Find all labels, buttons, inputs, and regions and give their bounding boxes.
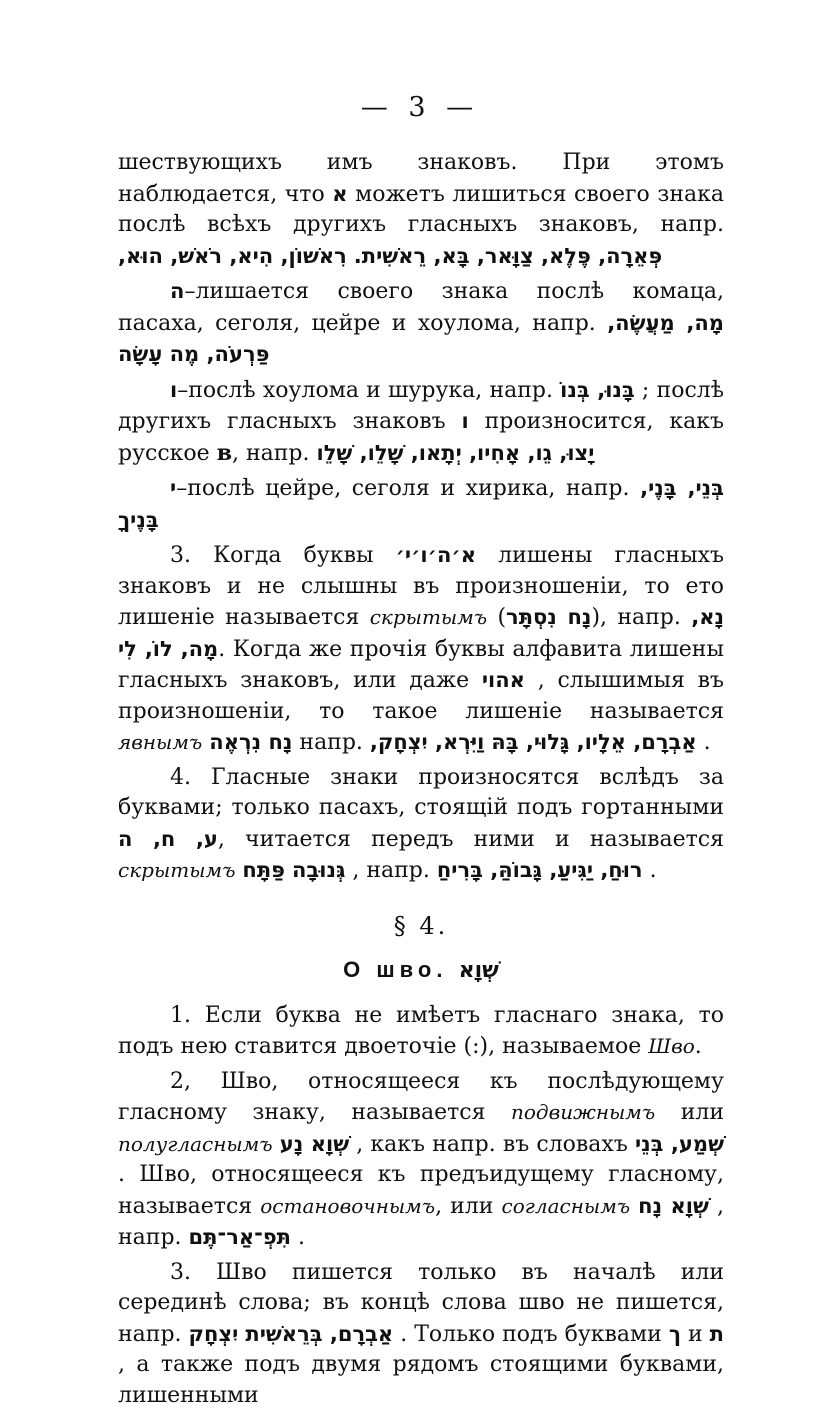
term-mobile: подвижнымъ [511, 1100, 655, 1124]
hebrew-letter: י [170, 476, 176, 500]
section-title-hebrew: שְׁוָא [459, 958, 499, 983]
term-half-vowel: полугласнымъ [118, 1132, 273, 1156]
paragraph-continuation [118, 148, 724, 272]
text [285, 858, 292, 883]
text: , напр. [345, 858, 437, 883]
hebrew-example: בְּנֵי, בָּנֶי, בָּנֶיךָ [118, 476, 724, 532]
term-explicit: явнымъ [118, 730, 202, 754]
hebrew-example: רוּחַ, יַגִּיעַ, גָּבוֹהַּ, בָּרִיחַ [437, 858, 643, 882]
hebrew-example: יָצוּ, גֵו, אָחִיו, יְתָאו, שָׁלֵו, שָׁלֵו [316, 441, 594, 465]
hebrew-example: אַבְרָם, אֵלָיו, גָּלוּי, בָּהּ [491, 730, 696, 754]
paragraph-shva-1 [118, 1001, 724, 1063]
text: , а также подъ двумя рядомъ стоящими буквами, лишенными [118, 1352, 724, 1408]
text: , напр. [118, 1194, 724, 1251]
term-shva: Шво [648, 1034, 695, 1058]
hebrew-letters: אהוי [482, 668, 525, 692]
text: ), напр. [591, 605, 691, 630]
hebrew-term: שְׁוָא נָח [638, 1194, 709, 1218]
paragraph-4 [118, 763, 724, 887]
text: , какъ напр. въ словахъ [349, 1132, 635, 1157]
text [630, 1194, 638, 1219]
hebrew-letter: ו [461, 409, 468, 433]
term-consonantal: согласнымъ [502, 1194, 631, 1218]
hebrew-term: פַּתָּח [242, 858, 285, 882]
section-title-text: О шво. [343, 957, 447, 982]
text: 3. Когда буквы [170, 543, 396, 568]
text: 4. Гласные знаки произносятся вслѣдъ за буквами; только пасахъ, стоящій подъ гортанными [118, 765, 724, 821]
hebrew-term: גְּנוּבָה [292, 858, 345, 882]
text: , напр. [232, 441, 317, 466]
text: . Когда же прочія буквы алфавита лишены гласныхъ знаковъ, или даже [118, 637, 724, 694]
page-number: — 3 — [0, 92, 840, 123]
paragraph-shva-3 [118, 1258, 724, 1411]
text: 2, Шво, относящееся къ послѣдующему гласному знаку, называется [118, 1069, 724, 1126]
text: можетъ лишиться своего знака послѣ всѣхъ другихъ гласныхъ знаковъ, напр. [118, 182, 724, 238]
hebrew-letter: א [332, 182, 347, 206]
text: 1. Если буква не имѣетъ гласнаго знака, то подъ нею ставится двоеточіе (:), называемое [118, 1003, 724, 1060]
hebrew-term: נָח נִסְתָּר [506, 605, 591, 629]
hebrew-letter: ה [170, 279, 184, 303]
hebrew-example: רִאשׁוֹן, הִיא, רֹאשׁ, הוּא, [118, 244, 347, 268]
text: или [655, 1100, 724, 1125]
section-number: § 4. [118, 911, 724, 942]
text: . [695, 1034, 702, 1059]
hebrew-example: בָּנוּ, בְּנוֹ [560, 378, 635, 402]
text: 3. Шво пишется только въ началѣ или серединѣ слова; въ концѣ слова шво не пишется, напр. [118, 1260, 724, 1347]
hebrew-letters: א׳ה׳ו׳י׳ [396, 543, 476, 567]
hebrew-term: נָח נִרְאֶה [209, 730, 292, 754]
paragraph-he [118, 276, 724, 371]
text: . [697, 730, 711, 755]
hebrew-example: וַיִּרְא, יִצְחָק, [370, 730, 484, 754]
text [273, 1132, 280, 1157]
text: . Только подъ буквами [393, 1322, 669, 1347]
text: , или [435, 1194, 501, 1219]
paragraph-3 [118, 540, 724, 759]
text: –лишается своего знака послѣ комаца, пасаха, сеголя, цейре и хоулома, напр. [118, 279, 724, 336]
text: –послѣ хоулома и шурука, напр. [177, 378, 560, 403]
text: ( [487, 605, 506, 630]
text: . [291, 1225, 305, 1250]
hebrew-example: מָה, מַעֲשֶׂה, פַּרְעֹה, מֶה עָשָׂה [118, 311, 724, 367]
term-hidden: скрытымъ [370, 605, 487, 629]
text: произносится, какъ русское [118, 409, 724, 466]
paragraph-shva-2 [118, 1067, 724, 1254]
text [238, 1322, 245, 1347]
term-hidden: скрытымъ [118, 858, 235, 882]
text: лишены гласныхъ знаковъ и не слышны въ произношеніи, то ето лишеніе называется [118, 543, 724, 630]
text: , слышимыя въ произношеніи, то такое лишеніе называется [118, 668, 724, 724]
hebrew-letter: ך [669, 1322, 681, 1346]
text: ; послѣ другихъ гласныхъ знаковъ [118, 378, 724, 435]
term-stopping: остановочнымъ [260, 1194, 435, 1218]
hebrew-example: תִּפְ־אַר־תֶּם [189, 1225, 292, 1249]
text: . [643, 858, 657, 883]
hebrew-letter: ת [710, 1322, 724, 1346]
hebrew-example: אַבְרָם, בְּרֵאשִׁית [245, 1322, 393, 1346]
hebrew-letters: ע, ח, ה [118, 827, 218, 851]
text: и [681, 1322, 710, 1347]
text: шествующихъ имъ знаковъ. При этомъ наблюдается, что [118, 150, 724, 207]
russian-letter: в [217, 440, 232, 466]
hebrew-example: פְּאֵרָה, פֶּלֶא, צַוָּאר, בָּא, רֵאשִׁית. [354, 244, 662, 268]
text: . Шво, относящееся къ предъидущему гласному, называется [118, 1162, 724, 1219]
body-text [118, 148, 724, 1411]
paragraph-vav [118, 375, 724, 470]
text: –послѣ цейре, сеголя и хирика, напр. [176, 476, 640, 501]
hebrew-term: שְׁוָא נָע [280, 1132, 349, 1156]
hebrew-example: שְׁמַע, בְּנֵי [635, 1132, 724, 1156]
hebrew-letter: ו [170, 378, 177, 402]
paragraph-yod [118, 473, 724, 536]
hebrew-example: יִצְחָק [189, 1322, 239, 1346]
section-title [118, 955, 724, 987]
hebrew-example: נָא, מָה, לוֹ, לִי [118, 605, 724, 661]
text: , читается передъ ними и называется [218, 827, 724, 852]
text: напр. [292, 730, 370, 755]
